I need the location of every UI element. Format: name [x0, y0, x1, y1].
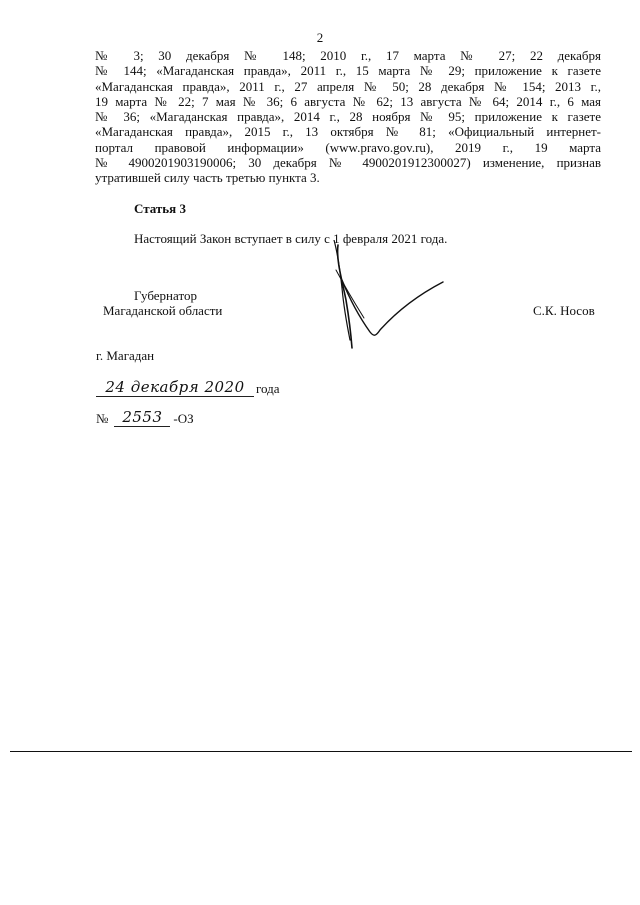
article-text: Настоящий Закон вступает в силу с 1 февраля 2021 года. [134, 231, 448, 246]
signatory-region: Магаданской области [103, 303, 223, 318]
paragraph-line: 19 марта № 22; 7 мая № 36; 6 августа № 62; 13 августа № 64; 2014 г., 6 мая [95, 93, 601, 109]
footer-divider [10, 751, 632, 752]
handwritten-date: 24 декабря 2020 [96, 378, 254, 397]
number-prefix: № [96, 411, 109, 426]
handwritten-signature [318, 240, 458, 355]
date-suffix: года [256, 381, 280, 396]
paragraph-line: № 3; 30 декабря № 148; 2010 г., 17 марта № 27; 22 декабря [95, 48, 601, 63]
place-of-signing: г. Магадан [96, 348, 155, 363]
page-number: 2 [316, 30, 324, 45]
body-paragraph [95, 48, 601, 186]
paragraph-line: № 144; «Магаданская правда», 2011 г., 15 марта № 29; приложение к газете [95, 63, 601, 79]
handwritten-number: 2553 [114, 408, 170, 427]
paragraph-line: № 4900201903190006; 30 декабря № 4900201912300027) изменение, признав [95, 155, 601, 171]
paragraph-line: портал правовой информации» (www.pravo.gov.ru), 2019 г., 19 марта [95, 139, 601, 155]
law-number-line [96, 408, 194, 427]
paragraph-line: утратившей силу часть третью пункта 3. [95, 170, 320, 186]
article-heading: Статья 3 [134, 201, 186, 216]
signatory-name: С.К. Носов [533, 303, 595, 318]
number-suffix: -ОЗ [173, 411, 194, 426]
signatory-title: Губернатор [134, 288, 197, 303]
date-line [96, 378, 280, 397]
paragraph-line: «Магаданская правда», 2011 г., 27 апреля № 50; 28 декабря № 154; 2013 г., [95, 78, 601, 94]
paragraph-line: «Магаданская правда», 2015 г., 13 октября № 81; «Официальный интернет- [95, 124, 601, 140]
paragraph-line: № 36; «Магаданская правда», 2014 г., 28 ноября № 95; приложение к газете [95, 109, 601, 125]
